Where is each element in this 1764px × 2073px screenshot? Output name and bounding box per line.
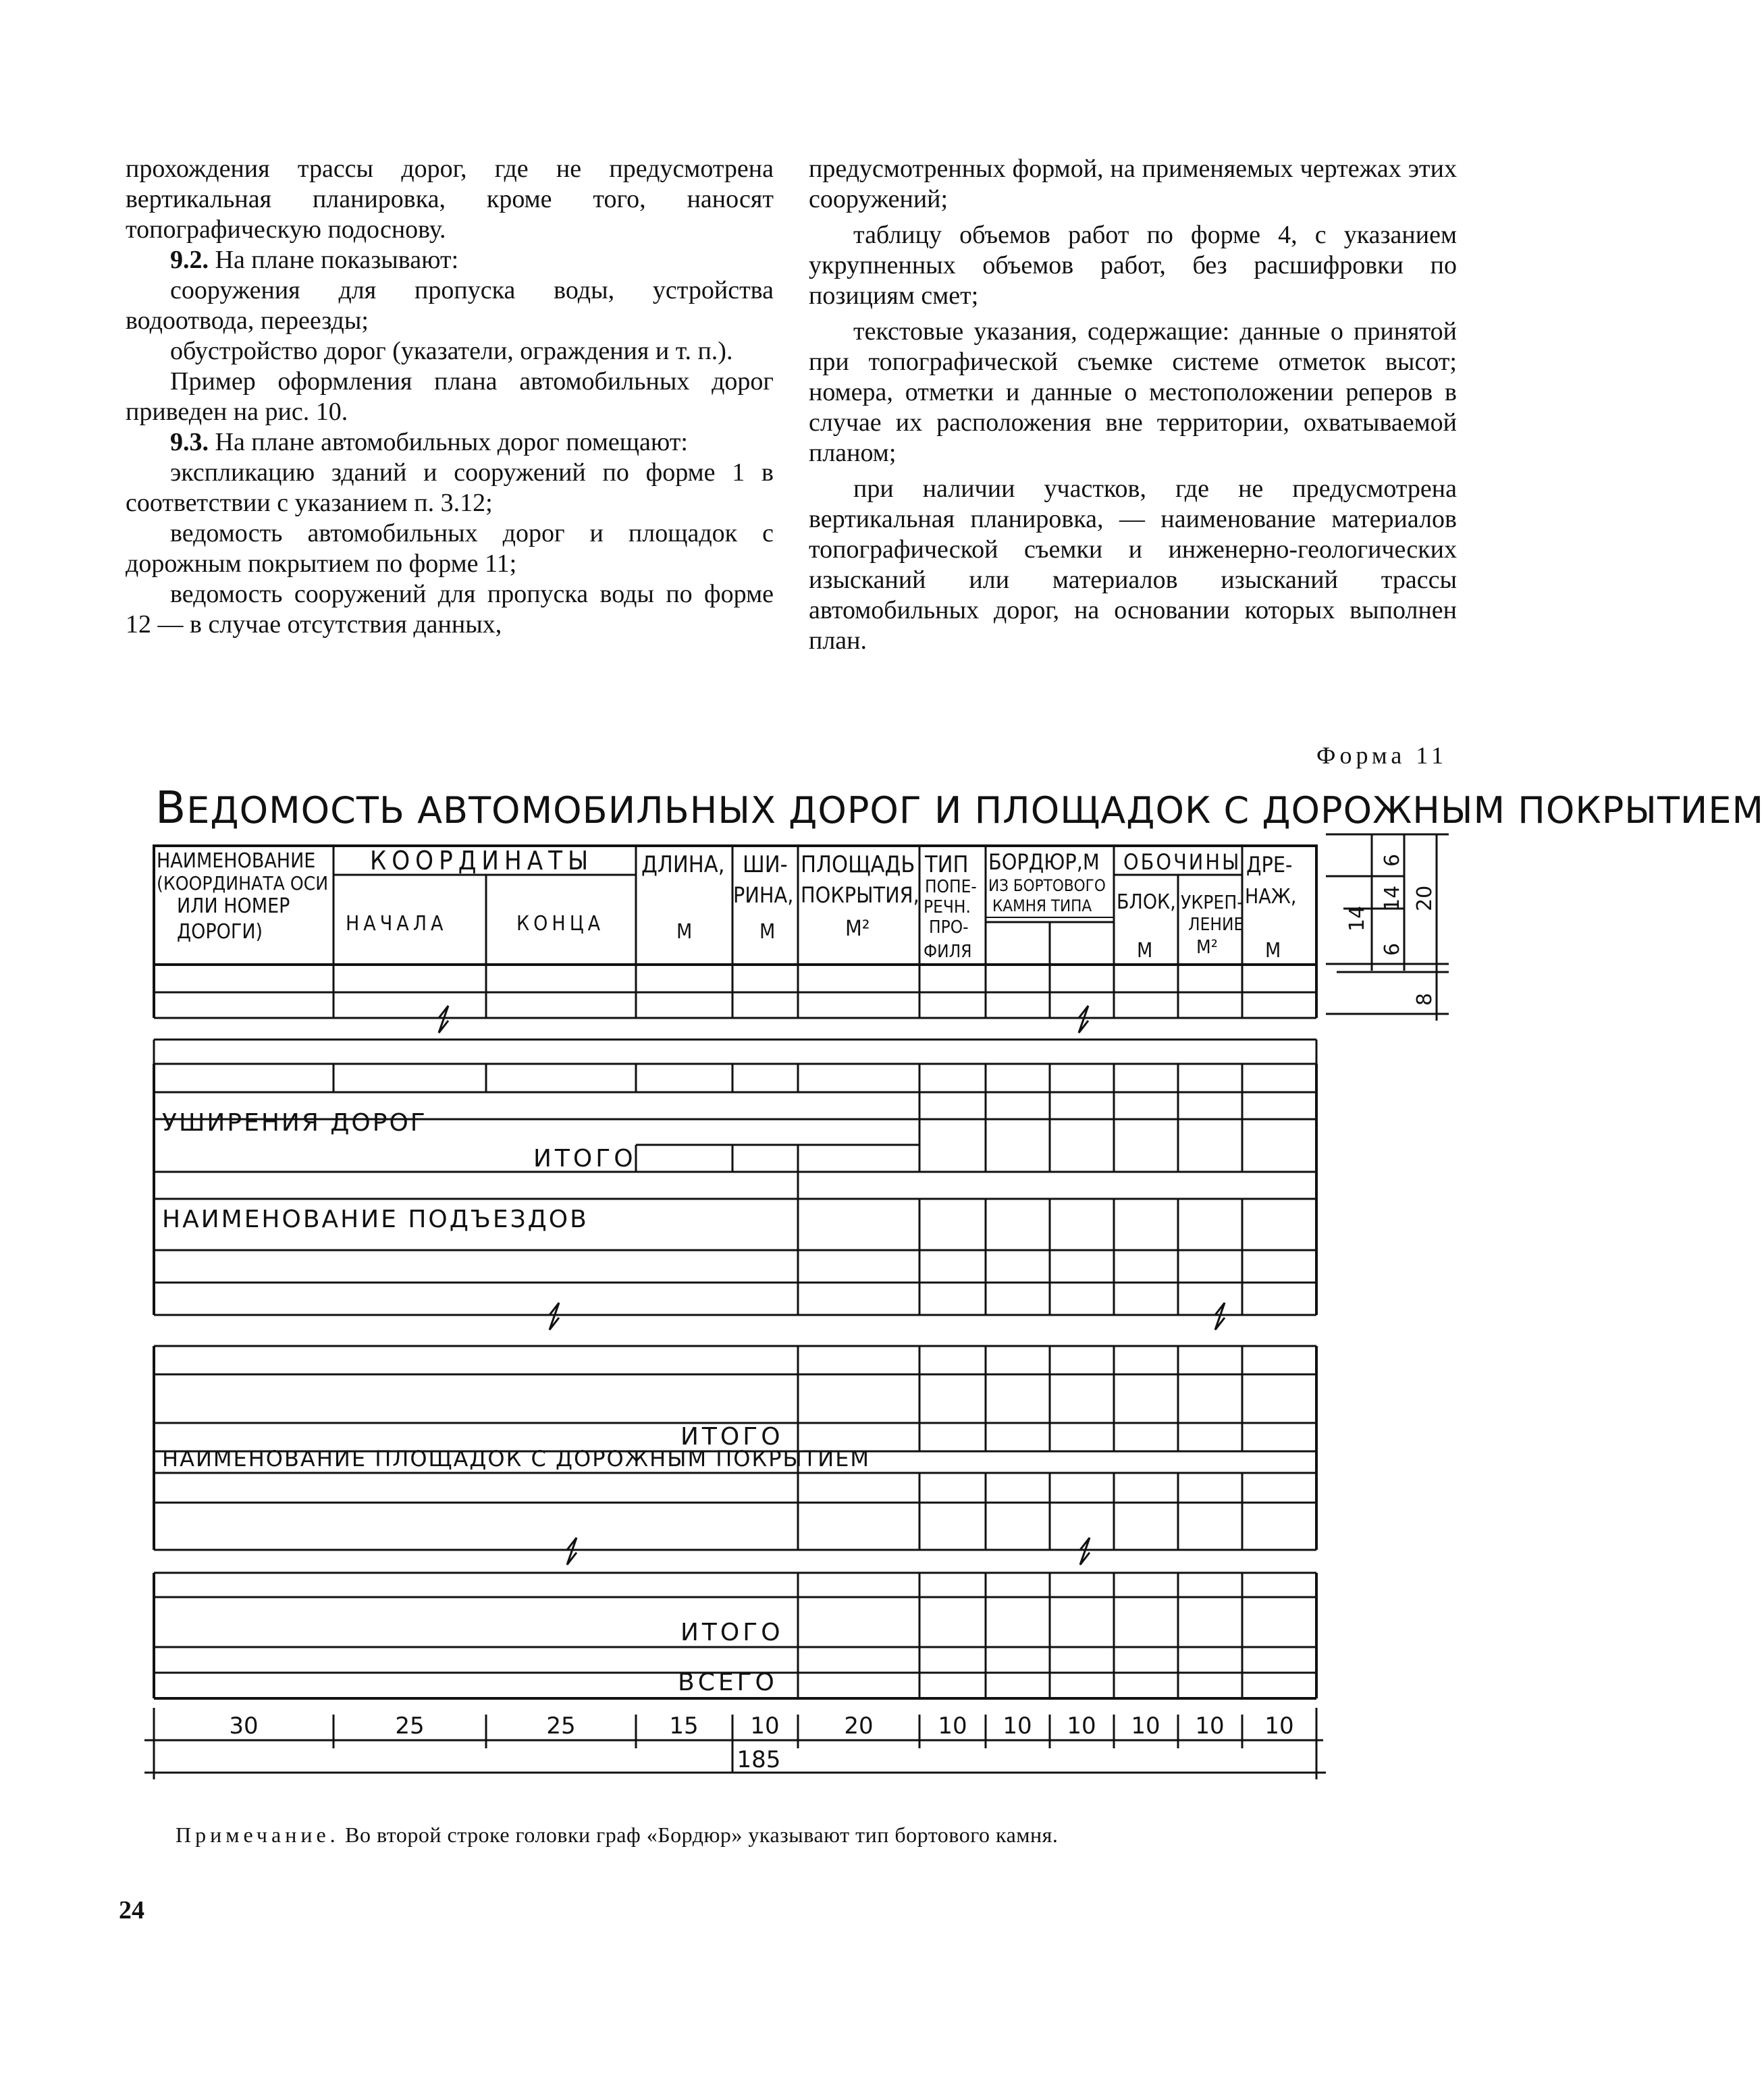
header-name-3: ИЛИ НОМЕР bbox=[177, 894, 290, 918]
row-areas: НАИМЕНОВАНИЕ ПЛОЩАДОК С ДОРОЖНЫМ ПОКРЫТИЕМ bbox=[162, 1446, 871, 1472]
dim-col-5: 10 bbox=[750, 1713, 780, 1740]
header-name-4: ДОРОГИ) bbox=[177, 920, 263, 944]
header-type-4: ПРО- bbox=[929, 917, 969, 938]
header-drainage: ДРЕ- bbox=[1246, 852, 1293, 878]
header-shoulders: ОБОЧИНЫ bbox=[1123, 849, 1241, 875]
paragraph: предусмотренных формой, на применяемых чертежах этих сооружений; bbox=[809, 155, 1457, 213]
dim-row-e: 20 bbox=[1413, 885, 1437, 911]
header-length-unit: М bbox=[676, 920, 693, 944]
header-reinforcement-2: ЛЕНИЕ bbox=[1188, 915, 1244, 935]
row-total-2: ИТОГО bbox=[680, 1423, 784, 1451]
header-name-1: НАИМЕНОВАНИЕ bbox=[157, 849, 316, 873]
header-type: ТИП bbox=[925, 851, 969, 878]
paragraph: таблицу объемов работ по форме 4, с указанием укрупненных объемов работ, без расшифровки по позициям смет; bbox=[809, 221, 1457, 310]
form-title-rest: ЕДОМОСТЬ АВТОМОБИЛЬНЫХ ДОРОГ И ПЛОЩАДОК С ДОРОЖНЫМ ПОКРЫТИЕМ bbox=[186, 789, 1764, 832]
row-total-3: ИТОГО bbox=[680, 1619, 784, 1646]
header-block: БЛОК, bbox=[1117, 890, 1176, 914]
section-number: 9.2. bbox=[170, 246, 209, 274]
header-labels bbox=[157, 846, 1296, 963]
header-area-2: ПОКРЫТИЯ, bbox=[801, 882, 919, 908]
header-start: НАЧАЛА bbox=[346, 912, 448, 936]
footnote-text: Во второй строке головки граф «Бордюр» указывают тип бортового камня. bbox=[339, 1823, 1059, 1847]
paragraph: Пример оформления плана автомобильных дорог приведен на рис. 10. bbox=[126, 367, 774, 426]
paragraph-text: На плане показывают: bbox=[209, 246, 459, 274]
header-coordinates: КООРДИНАТЫ bbox=[370, 846, 594, 876]
header-width-2: РИНА, bbox=[733, 882, 794, 908]
dim-col-6: 20 bbox=[844, 1713, 874, 1740]
dim-row-d: 6 bbox=[1381, 942, 1404, 956]
page-number: 24 bbox=[119, 1896, 144, 1924]
form-label: Форма 11 bbox=[1316, 742, 1448, 769]
header-area: ПЛОЩАДЬ bbox=[801, 851, 915, 878]
paragraph: ведомость сооружений для пропуска воды по форме 12 — в случае отсутствия данных, bbox=[126, 580, 774, 639]
header-type-3: РЕЧН. bbox=[924, 897, 971, 917]
dim-total-width: 185 bbox=[737, 1746, 781, 1773]
dim-col-7: 10 bbox=[938, 1713, 967, 1740]
header-length: ДЛИНА, bbox=[641, 851, 725, 878]
row-approaches: НАИМЕНОВАНИЕ ПОДЪЕЗДОВ bbox=[162, 1206, 589, 1233]
table-body-columns bbox=[333, 965, 1242, 1698]
paragraph: текстовые указания, содержащие: данные о принятой при топографической съемке системе отметок высот; номера, отметки и данные о местоположении реперов в случае их расположения вне территории, охватываемой планом; bbox=[809, 317, 1457, 467]
dim-col-2: 25 bbox=[395, 1713, 425, 1740]
dim-col-10: 10 bbox=[1131, 1713, 1160, 1740]
dim-col-9: 10 bbox=[1067, 1713, 1096, 1740]
dim-row-c: 14 bbox=[1345, 905, 1369, 932]
dim-col-12: 10 bbox=[1264, 1713, 1294, 1740]
header-width: ШИ- bbox=[743, 851, 788, 878]
dim-row-a: 6 bbox=[1381, 853, 1404, 867]
paragraph: экспликацию зданий и сооружений по форме 1 в соответствии с указанием п. 3.12; bbox=[126, 458, 774, 517]
paragraph: прохождения трассы дорог, где не предусмотрена вертикальная планировка, кроме того, наносят топографическую подоснову. bbox=[126, 155, 774, 244]
header-block-unit: М bbox=[1137, 939, 1153, 963]
dim-col-11: 10 bbox=[1195, 1713, 1225, 1740]
paragraph: обустройство дорог (указатели, ограждения и т. п.). bbox=[170, 337, 733, 365]
row-grand-total: ВСЕГО bbox=[678, 1669, 778, 1696]
paragraph-text: На плане автомобильных дорог помещают: bbox=[209, 428, 688, 456]
header-end: КОНЦА bbox=[516, 912, 605, 936]
paragraph: ведомость автомобильных дорог и площадок с дорожным покрытием по форме 11; bbox=[126, 519, 774, 578]
row-widenings: УШИРЕНИЯ ДОРОГ bbox=[162, 1109, 427, 1137]
header-reinforcement: УКРЕП- bbox=[1181, 891, 1244, 913]
header-reinforcement-unit: М² bbox=[1196, 936, 1218, 958]
header-name-2: (КООРДИНАТА ОСИ bbox=[157, 872, 329, 894]
paragraph: сооружения для пропуска воды, устройства водоотвода, переезды; bbox=[126, 276, 774, 335]
header-curb-3: КАМНЯ ТИПА bbox=[992, 896, 1092, 915]
dim-row-f: 8 bbox=[1413, 992, 1437, 1006]
paragraph: при наличии участков, где не предусмотрена вертикальная планировка, — наименование материалов топографической съемки и инженерно-геологических изысканий или материалов изысканий трассы автомобильных дорог, на основании которых выполнен план. bbox=[809, 475, 1457, 655]
header-width-unit: М bbox=[759, 920, 776, 944]
section-number: 9.3. bbox=[170, 428, 209, 456]
dim-col-4: 15 bbox=[669, 1713, 699, 1740]
footnote-label: Примечание. bbox=[176, 1823, 340, 1847]
table-body bbox=[154, 965, 1316, 1698]
row-total-1: ИТОГО bbox=[533, 1145, 637, 1173]
dim-row-b: 14 bbox=[1381, 885, 1404, 911]
header-curb: БОРДЮР,М bbox=[988, 849, 1100, 875]
width-dimension-labels bbox=[229, 1713, 1293, 1773]
form-title-initial: В bbox=[155, 782, 187, 834]
dim-col-8: 10 bbox=[1003, 1713, 1032, 1740]
header-area-unit: М² bbox=[845, 915, 870, 941]
header-drainage-unit: М bbox=[1265, 939, 1281, 963]
dim-col-1: 30 bbox=[229, 1713, 259, 1740]
row-labels bbox=[162, 1109, 870, 1696]
footnote bbox=[176, 1823, 1058, 1848]
header-type-5: ФИЛЯ bbox=[924, 942, 972, 962]
header-type-2: ПОПЕ- bbox=[925, 877, 977, 897]
header-drainage-2: НАЖ, bbox=[1245, 885, 1297, 909]
dim-col-3: 25 bbox=[546, 1713, 576, 1740]
header-curb-2: ИЗ БОРТОВОГО bbox=[988, 876, 1106, 895]
break-marks bbox=[439, 1006, 1225, 1565]
